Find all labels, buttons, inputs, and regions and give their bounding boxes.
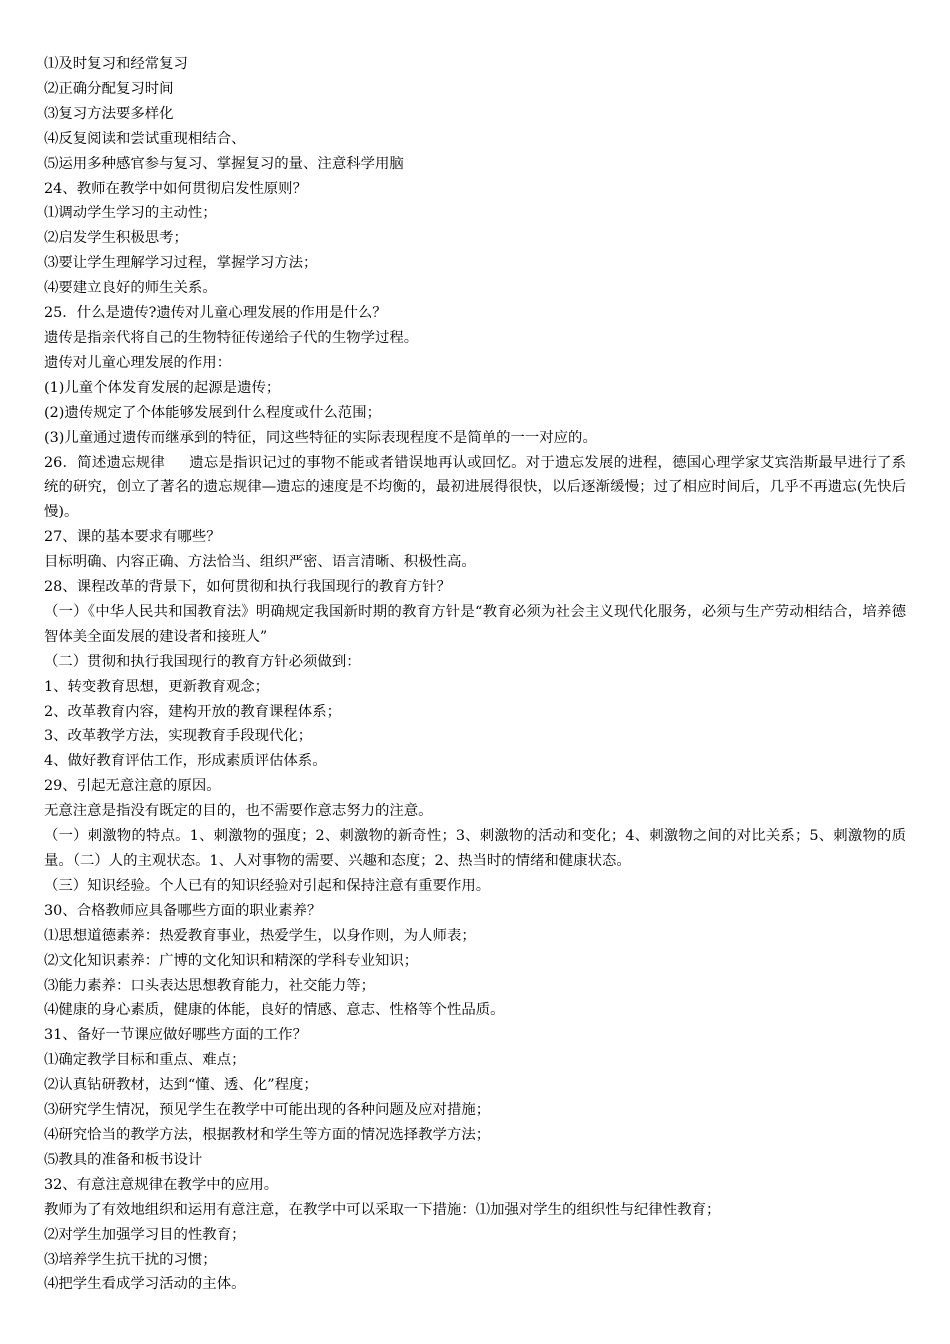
text-line: ⑴及时复习和经常复习: [44, 56, 188, 72]
text-line: ⑷把学生看成学习活动的主体。: [44, 1276, 246, 1293]
question-heading-31: 31、备好一节课应做好哪些方面的工作？: [44, 1027, 307, 1044]
text-line: ⑷反复阅读和尝试重现相结合、: [44, 130, 246, 147]
text-line: (1)儿童个体发育发展的起源是遗传；: [44, 379, 281, 396]
answer-text-26: 遗忘是指识记过的事物不能或者错误地再认或回忆。对于遗忘发展的进程，德国心理学家艾宾浩斯最早进行了系统的研究，创立了著名的遗忘规律—遗忘的速度是不均衡的，最初进展得很快，以后逐渐缓慢；过了相应时间后，几乎不再遗忘(先快后慢)。: [44, 454, 906, 521]
question-heading-32: 32、有意注意规律在教学中的应用。: [44, 1176, 279, 1193]
text-line: ⑷要建立良好的师生关系。: [44, 280, 217, 297]
question-heading-26: 26．简述遗忘规律: [44, 454, 165, 471]
text-line: ⑷研究恰当的教学方法，根据教材和学生等方面的情况选择教学方法；: [44, 1126, 491, 1143]
text-line: ⑸运用多种感官参与复习、掌握复习的量、注意科学用脑: [44, 155, 404, 172]
text-line: ⑸教具的准备和板书设计: [44, 1151, 203, 1168]
text-line: ⑶培养学生抗干扰的习惯；: [44, 1251, 217, 1268]
text-line: 1、转变教育思想，更新教育观念；: [44, 678, 270, 695]
text-line: ⑵认真钻研教材，达到“懂、透、化”程度；: [44, 1077, 318, 1094]
text-line: 无意注意是指没有既定的目的，也不需要作意志努力的注意。: [44, 803, 433, 820]
text-line: 3、改革教学方法，实现教育手段现代化；: [44, 728, 313, 745]
text-line: 4、做好教育评估工作，形成素质评估体系。: [44, 753, 327, 770]
text-line: (3)儿童通过遗传而继承到的特征，同这些特征的实际表现程度不是简单的一一对应的。: [44, 429, 597, 446]
text-line: ⑶能力素养：口头表达思想教育能力，社交能力等；: [44, 977, 375, 994]
question-heading-25: 25．什么是遗传?遗传对儿童心理发展的作用是什么？: [44, 305, 387, 322]
text-line: ⑷健康的身心素质，健康的体能，良好的情感、意志、性格等个性品质。: [44, 1002, 505, 1019]
question-heading-27: 27、课的基本要求有哪些？: [44, 529, 221, 546]
question-heading-28: 28、课程改革的背景下，如何贯彻和执行我国现行的教育方针？: [44, 579, 451, 596]
text-line: ⑴思想道德素养：热爱教育事业，热爱学生，以身作则，为人师表；: [44, 927, 476, 944]
text-line: （二）贯彻和执行我国现行的教育方针必须做到：: [44, 653, 361, 670]
text-line: 目标明确、内容正确、方法恰当、组织严密、语言清晰、积极性高。: [44, 554, 476, 571]
text-line: ⑶复习方法要多样化: [44, 105, 174, 122]
text-line: (2)遗传规定了个体能够发展到什么程度或什么范围；: [44, 404, 381, 421]
question-heading-24: 24、教师在教学中如何贯彻启发性原则？: [44, 180, 307, 197]
text-line: ⑵文化知识素养：广博的文化知识和精深的学科专业知识；: [44, 952, 419, 969]
text-line: ⑵正确分配复习时间: [44, 80, 174, 97]
document-page: [44, 52, 906, 1297]
text-line: ⑴调动学生学习的主动性；: [44, 205, 217, 222]
text-line: 教师为了有效地组织和运用有意注意，在教学中可以采取一下措施：⑴加强对学生的组织性与纪律性教育；: [44, 1201, 721, 1218]
text-line: ⑶要让学生理解学习过程，掌握学习方法；: [44, 255, 318, 272]
text-line: ⑴确定教学目标和重点、难点；: [44, 1052, 246, 1069]
question-heading-30: 30、合格教师应具备哪些方面的职业素养？: [44, 902, 322, 919]
answer-paragraph-28: （一）《中华人民共和国教育法》明确规定我国新时期的教育方针是“教育必须为社会主义现代化服务，必须与生产劳动相结合，培养德智体美全面发展的建设者和接班人”: [44, 603, 906, 645]
text-line: 2、改革教育内容，建构开放的教育课程体系；: [44, 703, 341, 720]
text-line: ⑶研究学生情况，预见学生在教学中可能出现的各种问题及应对措施；: [44, 1102, 491, 1119]
text-line: ⑵对学生加强学习目的性教育；: [44, 1226, 246, 1243]
answer-paragraph-29: （一）刺激物的特点。1、刺激物的强度；2、刺激物的新奇性；3、刺激物的活动和变化；4、刺激物之间的对比关系；5、刺激物的质量。（二）人的主观状态。1、人对事物的需要、兴趣和态度；2、热当时的情绪和健康状态。: [44, 828, 906, 869]
text-line: （三）知识经验。个人已有的知识经验对引起和保持注意有重要作用。: [44, 877, 491, 894]
text-line: 遗传对儿童心理发展的作用：: [44, 354, 232, 371]
question-paragraph-26: [44, 451, 906, 526]
text-line: 遗传是指亲代将自己的生物特征传递给子代的生物学过程。: [44, 329, 419, 346]
text-line: ⑵启发学生积极思考；: [44, 230, 188, 247]
question-heading-29: 29、引起无意注意的原因。: [44, 778, 221, 795]
